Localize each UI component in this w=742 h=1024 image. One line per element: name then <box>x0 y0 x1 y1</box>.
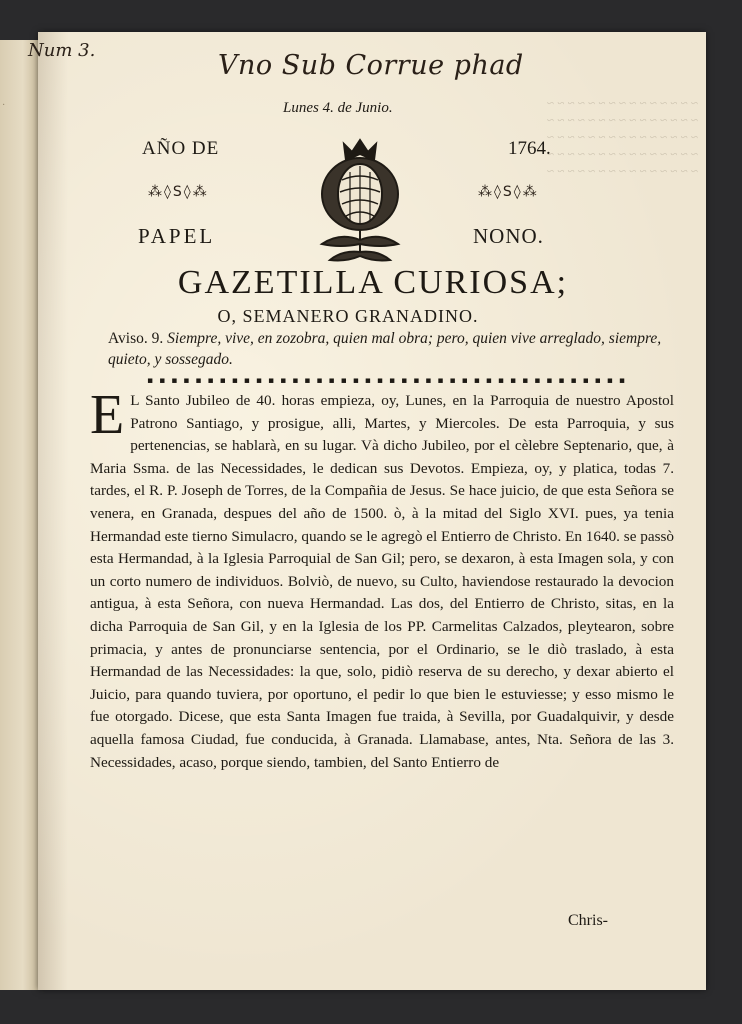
nono-label: NONO. <box>473 224 544 248</box>
year-value: 1764. <box>508 138 551 159</box>
edge-text: · <box>2 100 6 111</box>
catchword: Chris- <box>568 912 608 929</box>
drop-cap: E <box>90 384 125 446</box>
aviso-label: Aviso. 9. <box>108 330 164 347</box>
year-label: AÑO DE <box>142 138 220 159</box>
article-text: L Santo Jubileo de 40. horas empieza, oy, Lunes, en la Parroquia de nuestro Apostol Patrono Santiago, y prosigue, alli, Martes, y Miercoles. De esta Parroquia, y sus pertenencias, se hablarà, en su lugar. Và dicho Jubileo, por el cèlebre Septenario, que, à Maria Ssma. de las Necessidades, le dedican sus Devotos. Empieza, oy, y platica, todas 7. tardes, el R. P. Joseph de Torres, de la Compañia de Jesus. Se hace juicio, de que esta Señora se venera, en Granada, despues del año de 1500. ò, à la mitad del Siglo XVI. pues, ya tenia Hermandad este tierno Simulacro, quando se le agregò el Entierro de Christo. En 1640. se passò esta Hermandad, à la Iglesia Parroquial de San Gil; pero, se dexaron, à esta Imagen sola, y con un corto numero de individuos. Bolviò, de nuevo, su Culto, haviendose restaurado la devocion antigua, à esta Señora, con nueva Hermandad. Las dos, del Entierro de Christo, sitas, en la dicha Parroquia de San Gil, y en la Iglesia de los PP. Carmelitas Calzados, pleytearon, sobre primacia, y antes de pronunciarse sentencia, por el Ordinario, se le diò traslado, à esta Hermandad de las Necessidades: la que, solo, pidiò reserva de su derecho, y dexar abierto el Juicio, para quando tuviera, por oportuno, el pedir lo que bien le estuviesse; y esso mismo le fue otorgado. Dicese, que esta Santa Imagen fue traida, à Sevilla, por Guadalquivir, y desde aquella famosa Ciudad, fue conducida, à Granada. Llamabase, antes, Nta. Señora de las 3. Necessidades, acaso, porque siendo, tambien, del Santo Entierro de <box>90 392 674 771</box>
bleed-through: ~ ~ ~ ~ ~ ~ ~ ~ ~ ~ ~ ~ ~ ~ ~ ~ ~ ~ ~ ~ ~ ~ ~ ~ ~ ~ ~ ~ ~ ~ ~ ~ ~ ~ ~ ~ ~ ~ ~ ~ ~ ~ ~ ~ ~ ~ ~ ~ ~ ~ ~ ~ ~ ~ ~ ~ ~ ~ ~ ~ ~ ~ ~ ~ ~ ~ ~ ~ ~ ~ ~ ~ ~ ~ ~ <box>547 95 698 178</box>
pomegranate-emblem-icon <box>300 132 420 267</box>
papel-label: PAPEL <box>138 224 216 248</box>
ornament-left: ⁂◊S◊⁂ <box>148 184 209 200</box>
left-page-edge <box>0 40 38 990</box>
aviso-text: Siempre, vive, en zozobra, quien mal obra; pero, quien vive arreglado, siempre, quieto, y sossegado. <box>108 330 662 368</box>
masthead-subtitle: O, SEMANERO GRANADINO. <box>217 306 479 326</box>
newspaper-page <box>28 32 706 990</box>
aviso <box>108 328 668 370</box>
article-body <box>90 384 674 774</box>
handwritten-note: Vno Sub Corrue phad <box>218 50 524 81</box>
rule-ornament: ▪▪▪▪▪▪▪▪▪▪▪▪▪▪▪▪▪▪▪▪▪▪▪▪▪▪▪▪▪▪▪▪▪▪▪▪▪▪▪▪ <box>147 376 631 386</box>
masthead-title: GAZETILLA CURIOSA; <box>177 264 569 301</box>
date-line: Lunes 4. de Junio. <box>283 100 393 116</box>
handwritten-number: Num 3. <box>28 40 96 61</box>
ornament-right: ⁂◊S◊⁂ <box>478 184 539 200</box>
